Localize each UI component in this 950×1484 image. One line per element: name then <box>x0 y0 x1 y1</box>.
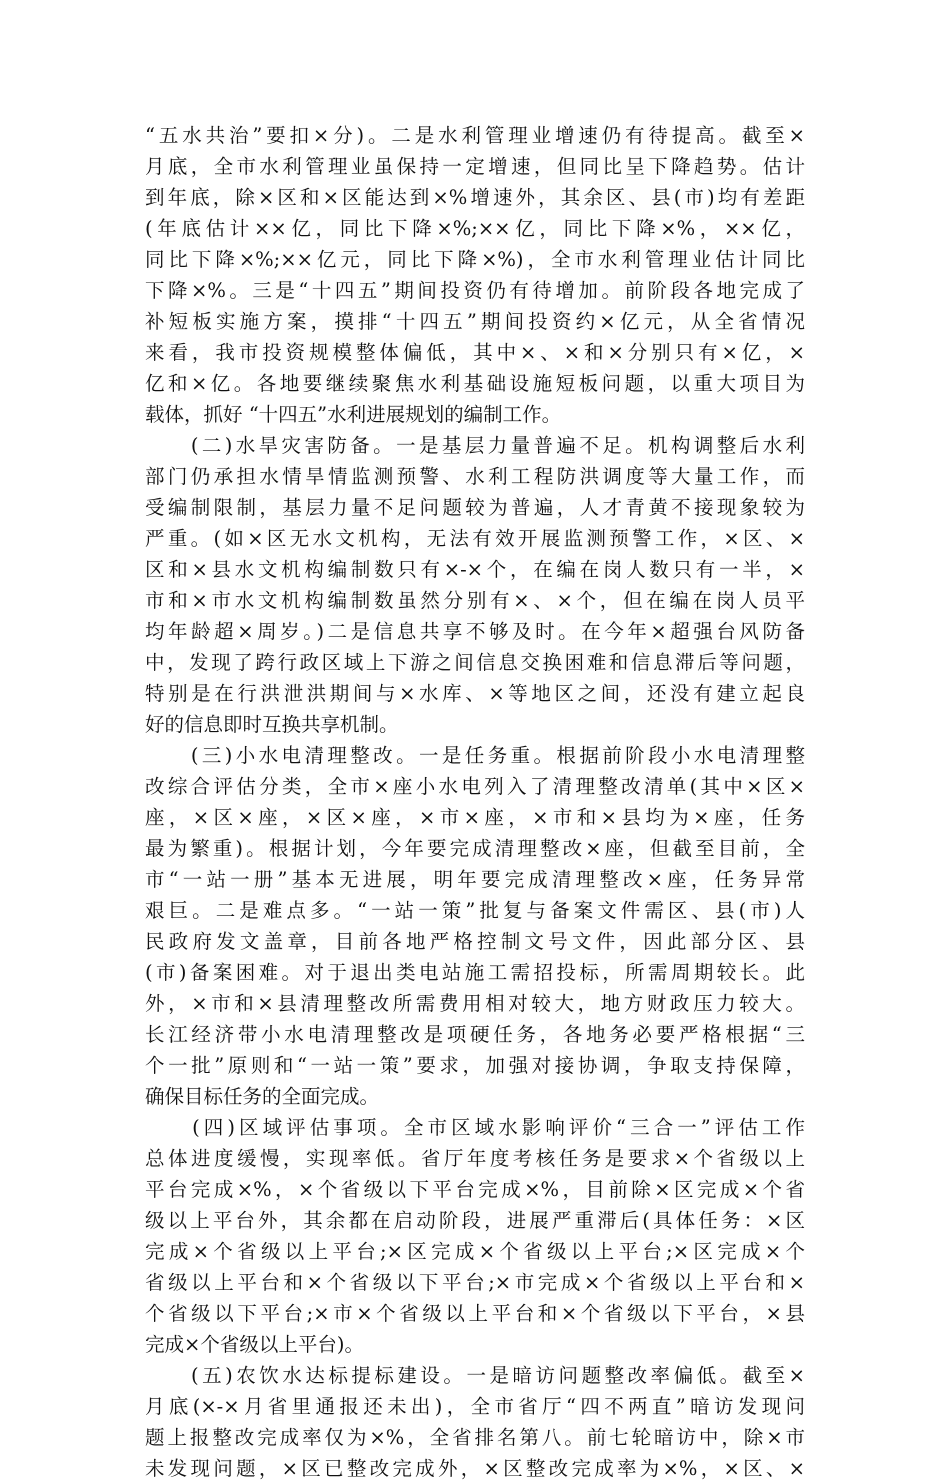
document-body <box>145 120 805 1484</box>
text-line: 题上报整改完成率仅为×%，全省排名第八。前七轮暗访中，除×市 <box>145 1426 805 1449</box>
text-line: (五)农饮水达标提标建设。一是暗访问题整改率偏低。截至× <box>145 1364 805 1387</box>
text-line: 最为繁重)。根据计划，今年要完成清理整改×座，但截至目前，全 <box>145 837 805 860</box>
text-line: 部门仍承担水情旱情监测预警、水利工程防洪调度等大量工作，而 <box>145 465 805 488</box>
text-line: 长江经济带小水电清理整改是项硬任务，各地务必要严格根据“三 <box>145 1023 805 1046</box>
text-line: 均年龄超×周岁。)二是信息共享不够及时。在今年×超强台风防备 <box>145 620 805 643</box>
text-line: 好的信息即时互换共享机制。 <box>145 713 399 736</box>
text-line: 区和×县水文机构编制数只有×-×个，在编在岗人数只有一半，× <box>145 558 805 581</box>
text-line: 平台完成×%，×个省级以下平台完成×%，目前除×区完成×个省 <box>145 1178 805 1201</box>
text-line: 到年底，除×区和×区能达到×%增速外，其余区、县(市)均有差距 <box>145 186 805 209</box>
text-line: 月底，全市水利管理业虽保持一定增速，但同比呈下降趋势。估计 <box>145 155 805 178</box>
text-line: 亿和×亿。各地要继续聚焦水利基础设施短板问题，以重大项目为 <box>145 372 805 395</box>
text-line: 月底(×-×月省里通报还未出)，全市省厅“四不两直”暗访发现问 <box>145 1395 805 1418</box>
text-line: 特别是在行洪泄洪期间与×水库、×等地区之间，还没有建立起良 <box>145 682 805 705</box>
text-line: (市)备案困难。对于退出类电站施工需招投标，所需周期较长。此 <box>145 961 805 984</box>
text-line: 艰巨。二是难点多。“一站一策”批复与备案文件需区、县(市)人 <box>145 899 805 922</box>
text-line: 补短板实施方案，摸排“十四五”期间投资约×亿元，从全省情况 <box>145 310 805 333</box>
text-line: (二)水旱灾害防备。一是基层力量普遍不足。机构调整后水利 <box>145 434 805 457</box>
text-line: 市和×市水文机构编制数虽然分别有×、×个，但在编在岗人员平 <box>145 589 805 612</box>
text-line: 个省级以下平台;×市×个省级以上平台和×个省级以下平台，×县 <box>145 1302 805 1325</box>
text-line: 中，发现了跨行政区域上下游之间信息交换困难和信息滞后等问题， <box>145 651 805 674</box>
text-line: 改综合评估分类，全市×座小水电列入了清理整改清单(其中×区× <box>145 775 805 798</box>
text-line: 严重。(如×区无水文机构，无法有效开展监测预警工作，×区、× <box>145 527 805 550</box>
text-line: 级以上平台外，其余都在启动阶段，进展严重滞后(具体任务：×区 <box>145 1209 805 1232</box>
text-line: (三)小水电清理整改。一是任务重。根据前阶段小水电清理整 <box>145 744 805 767</box>
text-line: 外，×市和×县清理整改所需费用相对较大，地方财政压力较大。 <box>145 992 805 1015</box>
text-line: 民政府发文盖章，目前各地严格控制文号文件，因此部分区、县 <box>145 930 805 953</box>
text-line: 来看，我市投资规模整体偏低，其中×、×和×分别只有×亿，× <box>145 341 805 364</box>
text-line: 同比下降×%;××亿元，同比下降×%)，全市水利管理业估计同比 <box>145 248 805 271</box>
text-line: 未发现问题，×区已整改完成外，×区整改完成率为×%，×区、× <box>145 1457 805 1480</box>
text-line: (年底估计××亿，同比下降×%;××亿，同比下降×%，××亿， <box>145 217 805 240</box>
text-line: 总体进度缓慢，实现率低。省厅年度考核任务是要求×个省级以上 <box>145 1147 805 1170</box>
text-line: 座，×区×座，×区×座，×市×座，×市和×县均为×座，任务 <box>145 806 805 829</box>
text-line: 载体，抓好 “十四五”水利进展规划的编制工作。 <box>145 403 562 426</box>
text-line: 受编制限制，基层力量不足问题较为普遍，人才青黄不接现象较为 <box>145 496 805 519</box>
text-line: 完成×个省级以上平台)。 <box>145 1333 364 1356</box>
text-line: (四)区域评估事项。全市区域水影响评价“三合一”评估工作 <box>145 1116 805 1139</box>
text-line: “五水共治”要扣×分)。二是水利管理业增速仍有待提高。截至× <box>145 124 805 147</box>
text-line: 确保目标任务的全面完成。 <box>145 1085 380 1108</box>
text-line: 省级以上平台和×个省级以下平台;×市完成×个省级以上平台和× <box>145 1271 805 1294</box>
text-line: 下降×%。三是“十四五”期间投资仍有待增加。前阶段各地完成了 <box>145 279 805 302</box>
text-line: 完成×个省级以上平台;×区完成×个省级以上平台;×区完成×个 <box>145 1240 805 1263</box>
text-line: 市“一站一册”基本无进展，明年要完成清理整改×座，任务异常 <box>145 868 805 891</box>
text-line: 个一批”原则和“一站一策”要求，加强对接协调，争取支持保障， <box>145 1054 805 1077</box>
